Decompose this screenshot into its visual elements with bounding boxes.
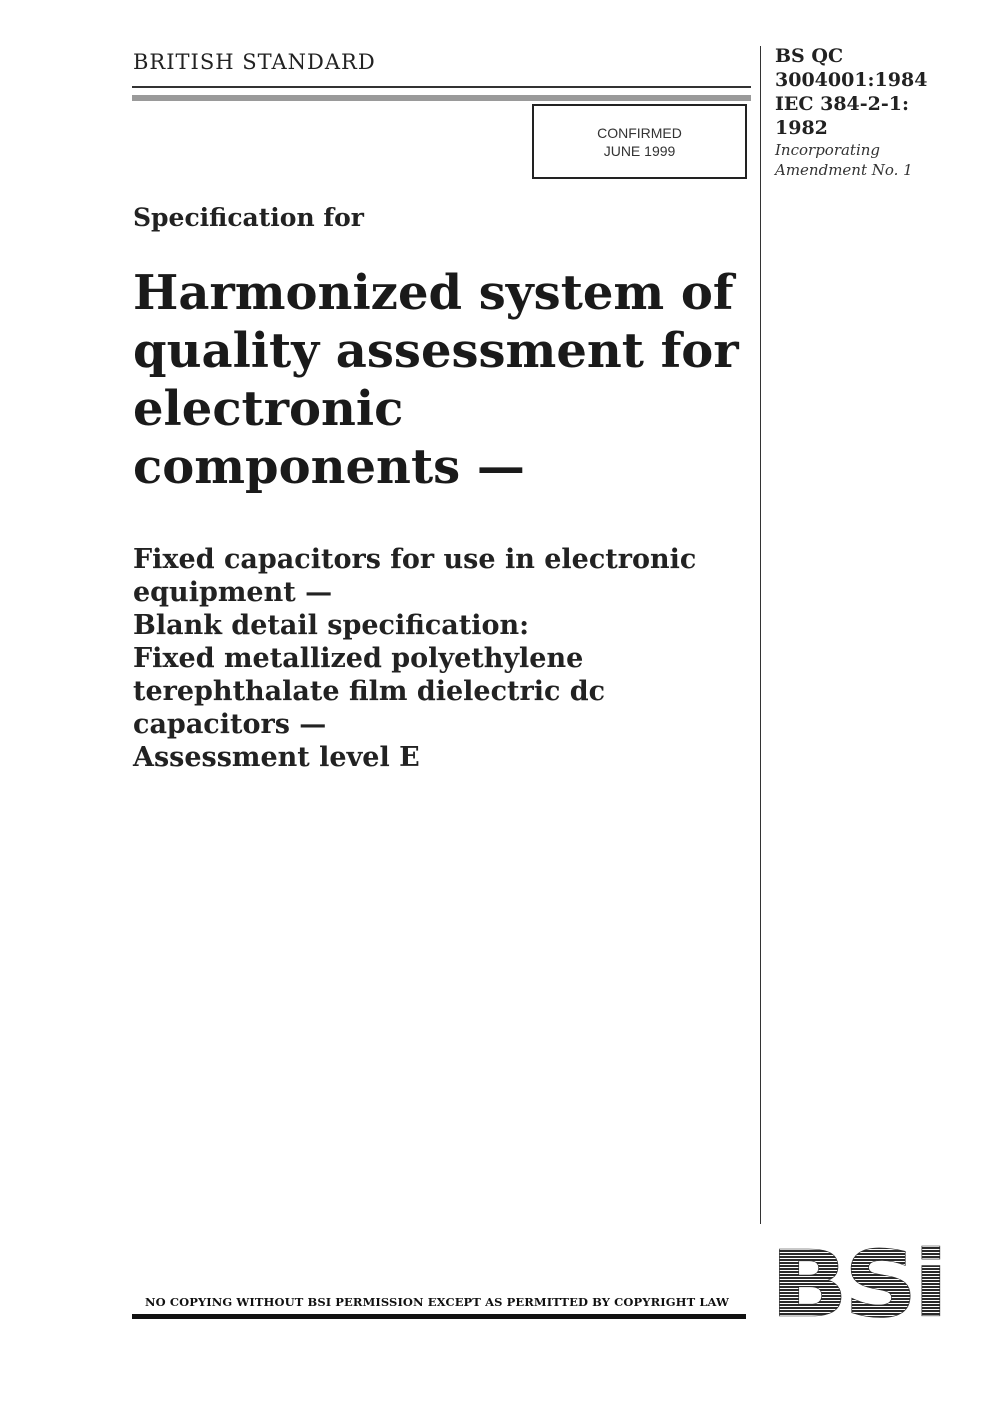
title-line: components — bbox=[133, 439, 525, 495]
header-rule-thin bbox=[132, 86, 751, 88]
copyright-notice: NO COPYING WITHOUT BSI PERMISSION EXCEPT AS PERMITTED BY COPYRIGHT LAW bbox=[145, 1295, 730, 1309]
standard-number-line: 1982 bbox=[775, 117, 828, 139]
title-line: electronic bbox=[133, 381, 404, 437]
header-rule-thick bbox=[132, 95, 751, 101]
subtitle-line: terephthalate film dielectric dc bbox=[133, 676, 606, 707]
subtitle-line: Fixed metallized polyethylene bbox=[133, 643, 584, 674]
document-title bbox=[133, 264, 753, 496]
standard-type-label: BRITISH STANDARD bbox=[133, 50, 376, 74]
document-subtitle bbox=[133, 543, 753, 774]
amendment-note-line: Incorporating bbox=[775, 141, 881, 159]
vertical-divider bbox=[760, 46, 761, 1224]
subtitle-line: Fixed capacitors for use in electronic bbox=[133, 544, 697, 575]
title-line: quality assessment for bbox=[133, 323, 739, 379]
subtitle-line: capacitors — bbox=[133, 709, 327, 740]
title-line: Harmonized system of bbox=[133, 265, 734, 321]
amendment-note-line: Amendment No. 1 bbox=[775, 161, 913, 179]
subtitle-line: Assessment level E bbox=[133, 742, 420, 773]
standard-number-block bbox=[775, 44, 975, 180]
confirmed-date: JUNE 1999 bbox=[603, 142, 676, 159]
footer-rule bbox=[132, 1314, 746, 1319]
bsi-logo bbox=[768, 1244, 946, 1320]
standard-number-line: 3004001:1984 bbox=[775, 69, 928, 91]
subtitle-line: equipment — bbox=[133, 577, 333, 608]
standard-number-line: BS QC bbox=[775, 45, 844, 67]
standard-number-line: IEC 384-2-1: bbox=[775, 93, 909, 115]
confirmed-label: CONFIRMED bbox=[597, 124, 682, 141]
confirmed-stamp-box bbox=[532, 104, 747, 179]
spec-for-label: Specification for bbox=[133, 203, 364, 232]
bsi-logo-text: BSi bbox=[770, 1244, 944, 1320]
subtitle-line: Blank detail specification: bbox=[133, 610, 530, 641]
